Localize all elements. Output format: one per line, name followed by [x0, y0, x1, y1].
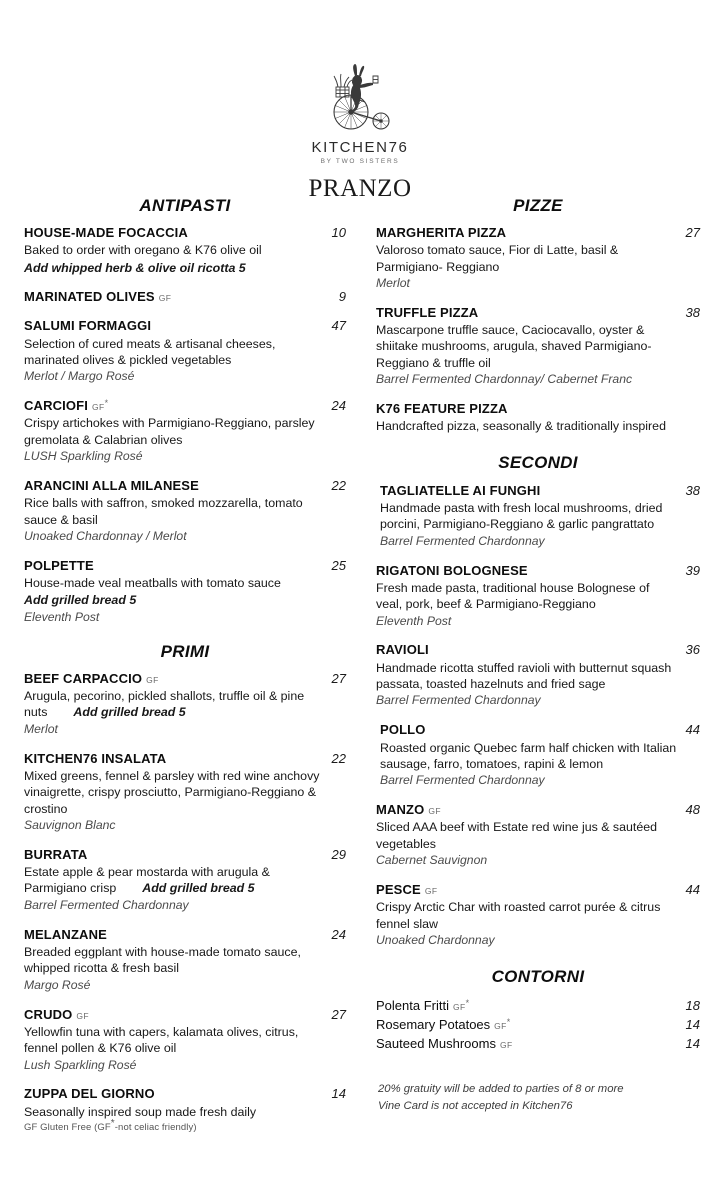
- gluten-free-marker: GF: [146, 674, 159, 685]
- menu-item: [24, 927, 346, 994]
- item-wine-pairing: Barrel Fermented Chardonnay: [24, 897, 189, 912]
- item-head: [24, 751, 346, 767]
- item-name: SALUMI FORMAGGI: [24, 318, 152, 334]
- item-wine-pairing: Barrel Fermented Chardonnay/ Cabernet Franc: [376, 372, 633, 387]
- section-heading-primi: PRIMI: [160, 641, 210, 661]
- item-head: [24, 225, 346, 241]
- item-wine-pairing: Barrel Fermented Chardonnay: [376, 693, 541, 708]
- section-heading-antipasti: ANTIPASTI: [139, 196, 231, 215]
- menu-item: [376, 722, 700, 789]
- menu-item: [24, 1007, 346, 1074]
- menu-item: [376, 802, 700, 869]
- gluten-free-marker: GF*: [92, 398, 109, 413]
- item-head: [376, 642, 700, 658]
- gluten-free-marker: GF: [424, 886, 438, 897]
- section-heading-secondi: SECONDI: [498, 452, 578, 472]
- item-wine-pairing: Eleventh Post: [376, 613, 452, 628]
- gluten-free-marker: GF: [158, 293, 172, 303]
- menu-item: [376, 401, 700, 435]
- item-head: [380, 722, 700, 738]
- item-name: MELANZANE: [24, 926, 107, 942]
- item-price: 14: [331, 1086, 346, 1102]
- item-price: 18: [685, 997, 700, 1013]
- item-name: POLLO: [380, 722, 426, 738]
- item-name: ZUPPA DEL GIORNO: [24, 1086, 155, 1102]
- vine-card-note: Vine Card is not accepted in Kitchen76: [378, 1099, 573, 1112]
- menu-item: [24, 225, 346, 276]
- item-description: Crispy artichokes with Parmigiano-Reggiano, parsley gremolata & Calabrian olives: [24, 416, 315, 447]
- rabbit-on-pennyfarthing-icon: [321, 62, 399, 132]
- item-description: Handmade pasta with fresh local mushrooms, dried porcini, Parmigiano-Reggiano & garlic pangrattato: [380, 500, 663, 532]
- gratuity-note: 20% gratuity will be added to parties of 8 or more: [378, 1083, 624, 1096]
- item-wine-pairing: Barrel Fermented Chardonnay: [380, 533, 545, 548]
- item-head: [376, 401, 700, 417]
- item-description: Mascarpone truffle sauce, Caciocavallo, oyster & shiitake mushrooms, arugula, shaved Parmigiano-Reggiano & truffle oil: [376, 323, 652, 370]
- item-description: Arugula, pecorino, pickled shallots, truffle oil & pine nuts Add grilled bread 5: [24, 688, 305, 720]
- item-wine-pairing: Merlot / Margo Rosé: [24, 369, 135, 384]
- item-head: [376, 563, 700, 579]
- item-wine-pairing: LUSH Sparkling Rosé: [24, 449, 143, 464]
- section-heading-pizze: PIZZE: [513, 196, 563, 215]
- menu-item: [24, 751, 346, 834]
- item-name: TRUFFLE PIZZA: [376, 304, 479, 320]
- item-price: 38: [685, 304, 700, 320]
- item-head: [24, 927, 346, 943]
- gluten-free-marker: GF: [428, 806, 442, 817]
- item-wine-pairing: Merlot: [376, 276, 410, 290]
- item-description: Crispy Arctic Char with roasted carrot purée & citrus fennel slaw: [376, 900, 661, 931]
- logo-subtitle: BY TWO SISTERS: [320, 158, 400, 165]
- item-name: HOUSE-MADE FOCACCIA: [24, 225, 188, 240]
- item-head: [24, 289, 346, 305]
- item-description: Mixed greens, fennel & parsley with red wine anchovy vinaigrette, crispy prosciutto, Parmigiano-Reggiano & crostino: [24, 768, 320, 816]
- menu-item: [376, 882, 700, 949]
- menu-item: [24, 318, 346, 385]
- item-addon: Add whipped herb & olive oil ricotta 5: [24, 260, 246, 275]
- item-head: [24, 478, 346, 494]
- contorni-row: [376, 997, 700, 1016]
- item-wine-pairing: Margo Rosé: [24, 977, 91, 992]
- item-head: [24, 318, 346, 334]
- item-head: [24, 398, 346, 414]
- item-price: 10: [331, 225, 346, 240]
- item-description: Estate apple & pear mostarda with arugula & Parmigiano crisp Add grilled bread 5: [24, 865, 270, 896]
- item-wine-pairing: Unoaked Chardonnay / Merlot: [24, 528, 187, 543]
- menu-item: [376, 305, 700, 388]
- item-name: Rosemary Potatoes GF*: [376, 1016, 511, 1032]
- menu-item: [376, 483, 700, 550]
- menu-item: [376, 225, 700, 292]
- item-name: MANZO GF: [376, 802, 442, 818]
- item-description: Rice balls with saffron, smoked mozzarella, tomato sauce & basil: [24, 496, 303, 527]
- menu-item: [24, 671, 346, 738]
- item-addon: Add grilled bread 5: [73, 705, 186, 720]
- item-description: Handcrafted pizza, seasonally & traditionally inspired: [376, 419, 666, 434]
- item-description: House-made veal meatballs with tomato sauce: [24, 576, 281, 591]
- gluten-free-marker: GF: [499, 1039, 513, 1050]
- item-price: 27: [685, 225, 700, 240]
- item-head: [24, 1007, 346, 1023]
- item-wine-pairing: Sauvignon Blanc: [24, 817, 116, 832]
- item-description: Yellowfin tuna with capers, kalamata olives, citrus, fennel pollen & K76 olive oil: [24, 1024, 299, 1056]
- gluten-free-legend: GF Gluten Free (GF*-not celiac friendly): [24, 1117, 197, 1133]
- item-description: Sliced AAA beef with Estate red wine jus & sautéed vegetables: [376, 820, 658, 851]
- item-name: TAGLIATELLE AI FUNGHI: [380, 482, 541, 498]
- item-price: 14: [685, 1016, 700, 1032]
- item-price: 27: [331, 1006, 346, 1022]
- item-price: 44: [685, 722, 700, 738]
- menu-item: [24, 847, 346, 914]
- gluten-free-marker: GF*: [494, 1016, 511, 1031]
- item-head: [376, 802, 700, 818]
- item-name: Polenta Fritti GF*: [376, 997, 470, 1013]
- item-name: MARGHERITA PIZZA: [376, 225, 507, 240]
- item-price: 22: [331, 750, 346, 766]
- item-name: CARCIOFI GF*: [24, 398, 109, 414]
- item-addon: Add grilled bread 5: [142, 881, 255, 896]
- item-description: Seasonally inspired soup made fresh daily: [24, 1104, 257, 1119]
- item-name: KITCHEN76 INSALATA: [24, 750, 167, 766]
- menu-item: [376, 642, 700, 709]
- menu-item: [24, 289, 346, 305]
- item-head: [380, 483, 700, 499]
- item-name: RIGATONI BOLOGNESE: [376, 562, 528, 578]
- item-price: 14: [685, 1035, 700, 1051]
- menu-item: [376, 563, 700, 630]
- item-description: Valoroso tomato sauce, Fior di Latte, basil & Parmigiano- Reggiano: [376, 243, 619, 274]
- item-price: 29: [331, 846, 346, 862]
- item-name: BURRATA: [24, 846, 88, 862]
- item-wine-pairing: Cabernet Sauvignon: [376, 853, 488, 868]
- item-name: K76 FEATURE PIZZA: [376, 401, 508, 417]
- logo-wordmark: KITCHEN76: [311, 139, 409, 156]
- contorni-row: [376, 1035, 700, 1054]
- item-name: RAVIOLI: [376, 642, 429, 658]
- item-price: 9: [338, 289, 346, 304]
- item-wine-pairing: Barrel Fermented Chardonnay: [380, 773, 545, 788]
- item-price: 47: [331, 318, 346, 334]
- menu-item: [24, 558, 346, 626]
- contorni-row: [376, 1016, 700, 1035]
- item-price: 44: [685, 882, 700, 898]
- item-description: Handmade ricotta stuffed ravioli with butternut squash passata, toasted hazelnuts and fried sage: [376, 660, 672, 692]
- item-price: 27: [331, 670, 346, 686]
- item-description: Baked to order with oregano & K76 olive oil: [24, 243, 262, 258]
- item-price: 24: [331, 926, 346, 942]
- item-head: [376, 225, 700, 241]
- item-wine-pairing: Lush Sparkling Rosé: [24, 1057, 137, 1072]
- item-price: 25: [331, 557, 346, 573]
- menu-header: [0, 0, 720, 203]
- item-name: Sauteed Mushrooms GF: [376, 1035, 513, 1051]
- menu-item: [24, 1086, 346, 1133]
- item-price: 24: [331, 398, 346, 414]
- item-head: [24, 847, 346, 863]
- menu-item: [24, 398, 346, 465]
- menu-item: [24, 478, 346, 545]
- gluten-free-marker: GF*: [452, 998, 470, 1012]
- section-heading-contorni: CONTORNI: [491, 966, 585, 986]
- item-name: ARANCINI ALLA MILANESE: [24, 477, 199, 493]
- item-head: [376, 305, 700, 321]
- item-price: 38: [685, 482, 700, 498]
- item-description: Breaded eggplant with house-made tomato sauce, whipped ricotta & fresh basil: [24, 944, 301, 976]
- item-wine-pairing: Eleventh Post: [24, 609, 100, 624]
- item-name: MARINATED OLIVES GF: [24, 289, 172, 304]
- item-head: [376, 882, 700, 898]
- item-description: Selection of cured meats & artisanal cheeses, marinated olives & pickled vegetables: [24, 336, 276, 367]
- item-name: PESCE GF: [376, 882, 438, 898]
- item-head: [24, 558, 346, 574]
- page-title: PRANZO: [308, 175, 412, 202]
- item-name: POLPETTE: [24, 557, 94, 573]
- item-price: 48: [685, 802, 700, 818]
- gluten-free-marker: GF: [76, 1010, 90, 1021]
- item-head: [24, 1086, 346, 1102]
- item-head: [24, 671, 346, 687]
- item-addon: Add grilled bread 5: [24, 593, 137, 608]
- item-wine-pairing: Merlot: [24, 721, 58, 736]
- menu-column-right: [376, 196, 700, 1114]
- item-description: Fresh made pasta, traditional house Bolognese of veal, pork, beef & Parmigiano-Reggiano: [376, 580, 650, 612]
- item-name: BEEF CARPACCIO GF: [24, 670, 159, 686]
- menu-column-left: [24, 196, 346, 1146]
- item-description: Roasted organic Quebec farm half chicken with Italian sausage, farro, tomatoes, rapini & lemon: [380, 740, 677, 771]
- item-name: CRUDO GF: [24, 1006, 90, 1022]
- item-price: 39: [685, 562, 700, 578]
- item-price: 36: [685, 642, 700, 658]
- item-price: 22: [331, 477, 346, 493]
- menu-footnotes: [376, 1081, 700, 1114]
- item-wine-pairing: Unoaked Chardonnay: [376, 933, 495, 948]
